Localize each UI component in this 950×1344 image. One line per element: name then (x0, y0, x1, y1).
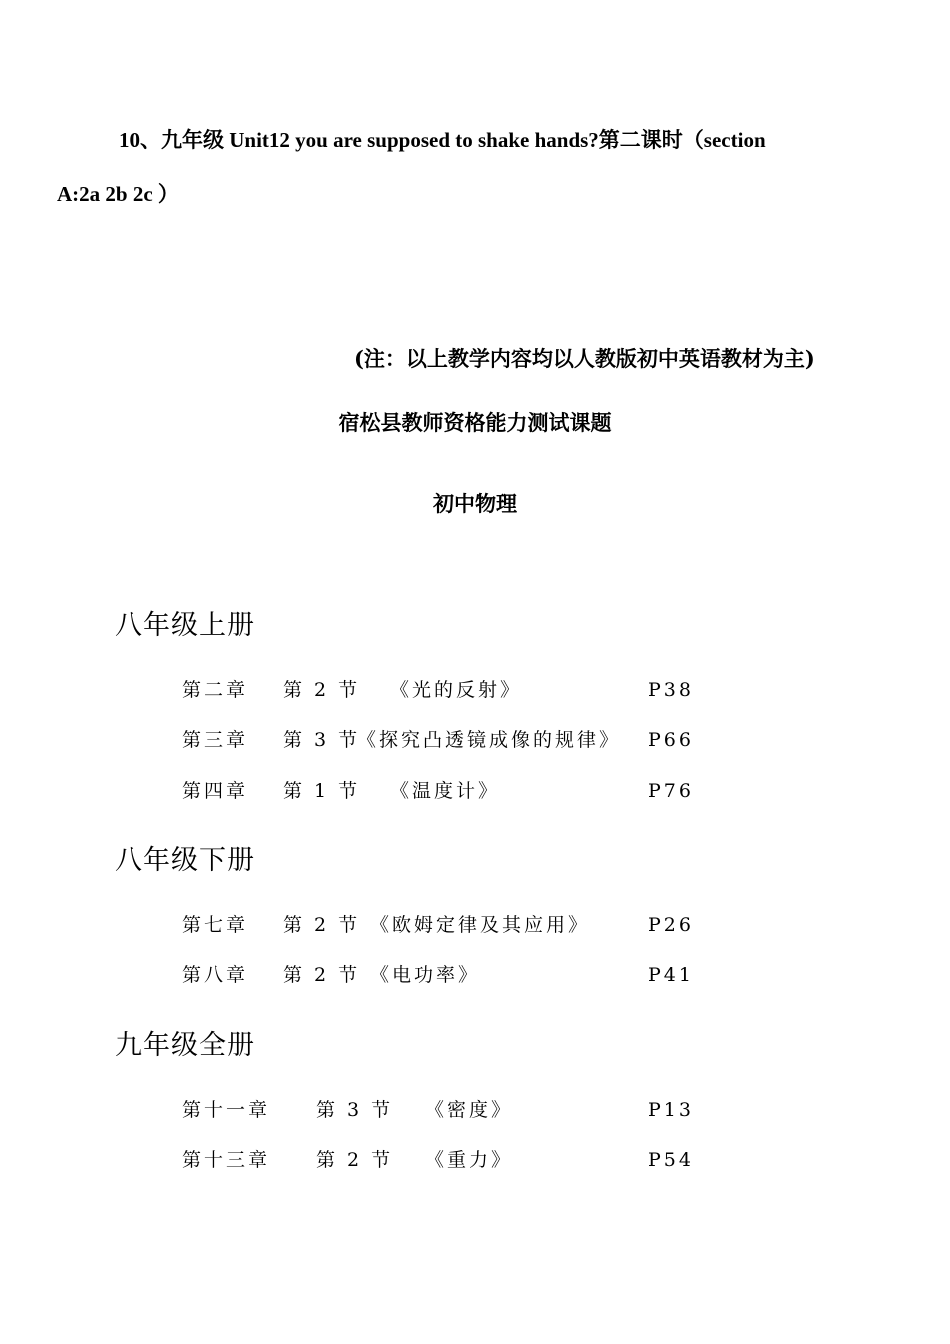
section-number: 第 3 节 (316, 1099, 394, 1121)
note: (注：以上教学内容均以人教版初中英语教材为主) (354, 346, 815, 371)
exam-title: 宿松县教师资格能力测试课题 (338, 410, 612, 435)
list-item (0, 912, 950, 938)
lesson-title: 《光的反射》 (390, 679, 523, 701)
grade-heading: 八年级下册 (115, 845, 255, 876)
chapter: 第十三章 (182, 1149, 271, 1171)
list-item (0, 677, 950, 703)
chapter: 第二章 (182, 679, 249, 701)
list-item (0, 962, 950, 988)
section-number: 第 2 节 (316, 1149, 394, 1171)
section-number: 第 3 节 (283, 729, 361, 751)
lesson-title: 《温度计》 (390, 780, 501, 802)
chapter: 第八章 (182, 964, 249, 986)
lesson-title: 《欧姆定律及其应用》 (370, 914, 591, 936)
grade-heading: 九年级全册 (115, 1030, 255, 1061)
list-item (0, 778, 950, 804)
chapter: 第十一章 (182, 1099, 271, 1121)
section-number: 第 2 节 (283, 679, 361, 701)
page-ref: P54 (648, 1149, 694, 1171)
lesson-item-line-1: 10、九年级 Unit12 you are supposed to shake hands?第二课时（section (119, 128, 766, 152)
lesson-title: 《探究凸透镜成像的规律》 (357, 729, 622, 751)
grade-heading: 八年级上册 (115, 610, 255, 641)
page-ref: P38 (648, 679, 694, 701)
page-ref: P26 (648, 914, 694, 936)
list-item (0, 1147, 950, 1173)
lesson-title: 《密度》 (425, 1099, 514, 1121)
list-item (0, 1097, 950, 1123)
chapter: 第四章 (182, 780, 249, 802)
lesson-title: 《电功率》 (370, 964, 481, 986)
subject-title: 初中物理 (433, 491, 517, 516)
list-item (0, 727, 950, 753)
section-number: 第 1 节 (283, 780, 361, 802)
chapter: 第三章 (182, 729, 249, 751)
lesson-title: 《重力》 (425, 1149, 514, 1171)
lesson-item-line-2: A:2a 2b 2c ） (57, 182, 179, 206)
section-number: 第 2 节 (283, 964, 361, 986)
section-number: 第 2 节 (283, 914, 361, 936)
page-ref: P66 (648, 729, 694, 751)
page-ref: P76 (648, 780, 694, 802)
page-ref: P13 (648, 1099, 694, 1121)
page-ref: P41 (648, 964, 694, 986)
chapter: 第七章 (182, 914, 249, 936)
